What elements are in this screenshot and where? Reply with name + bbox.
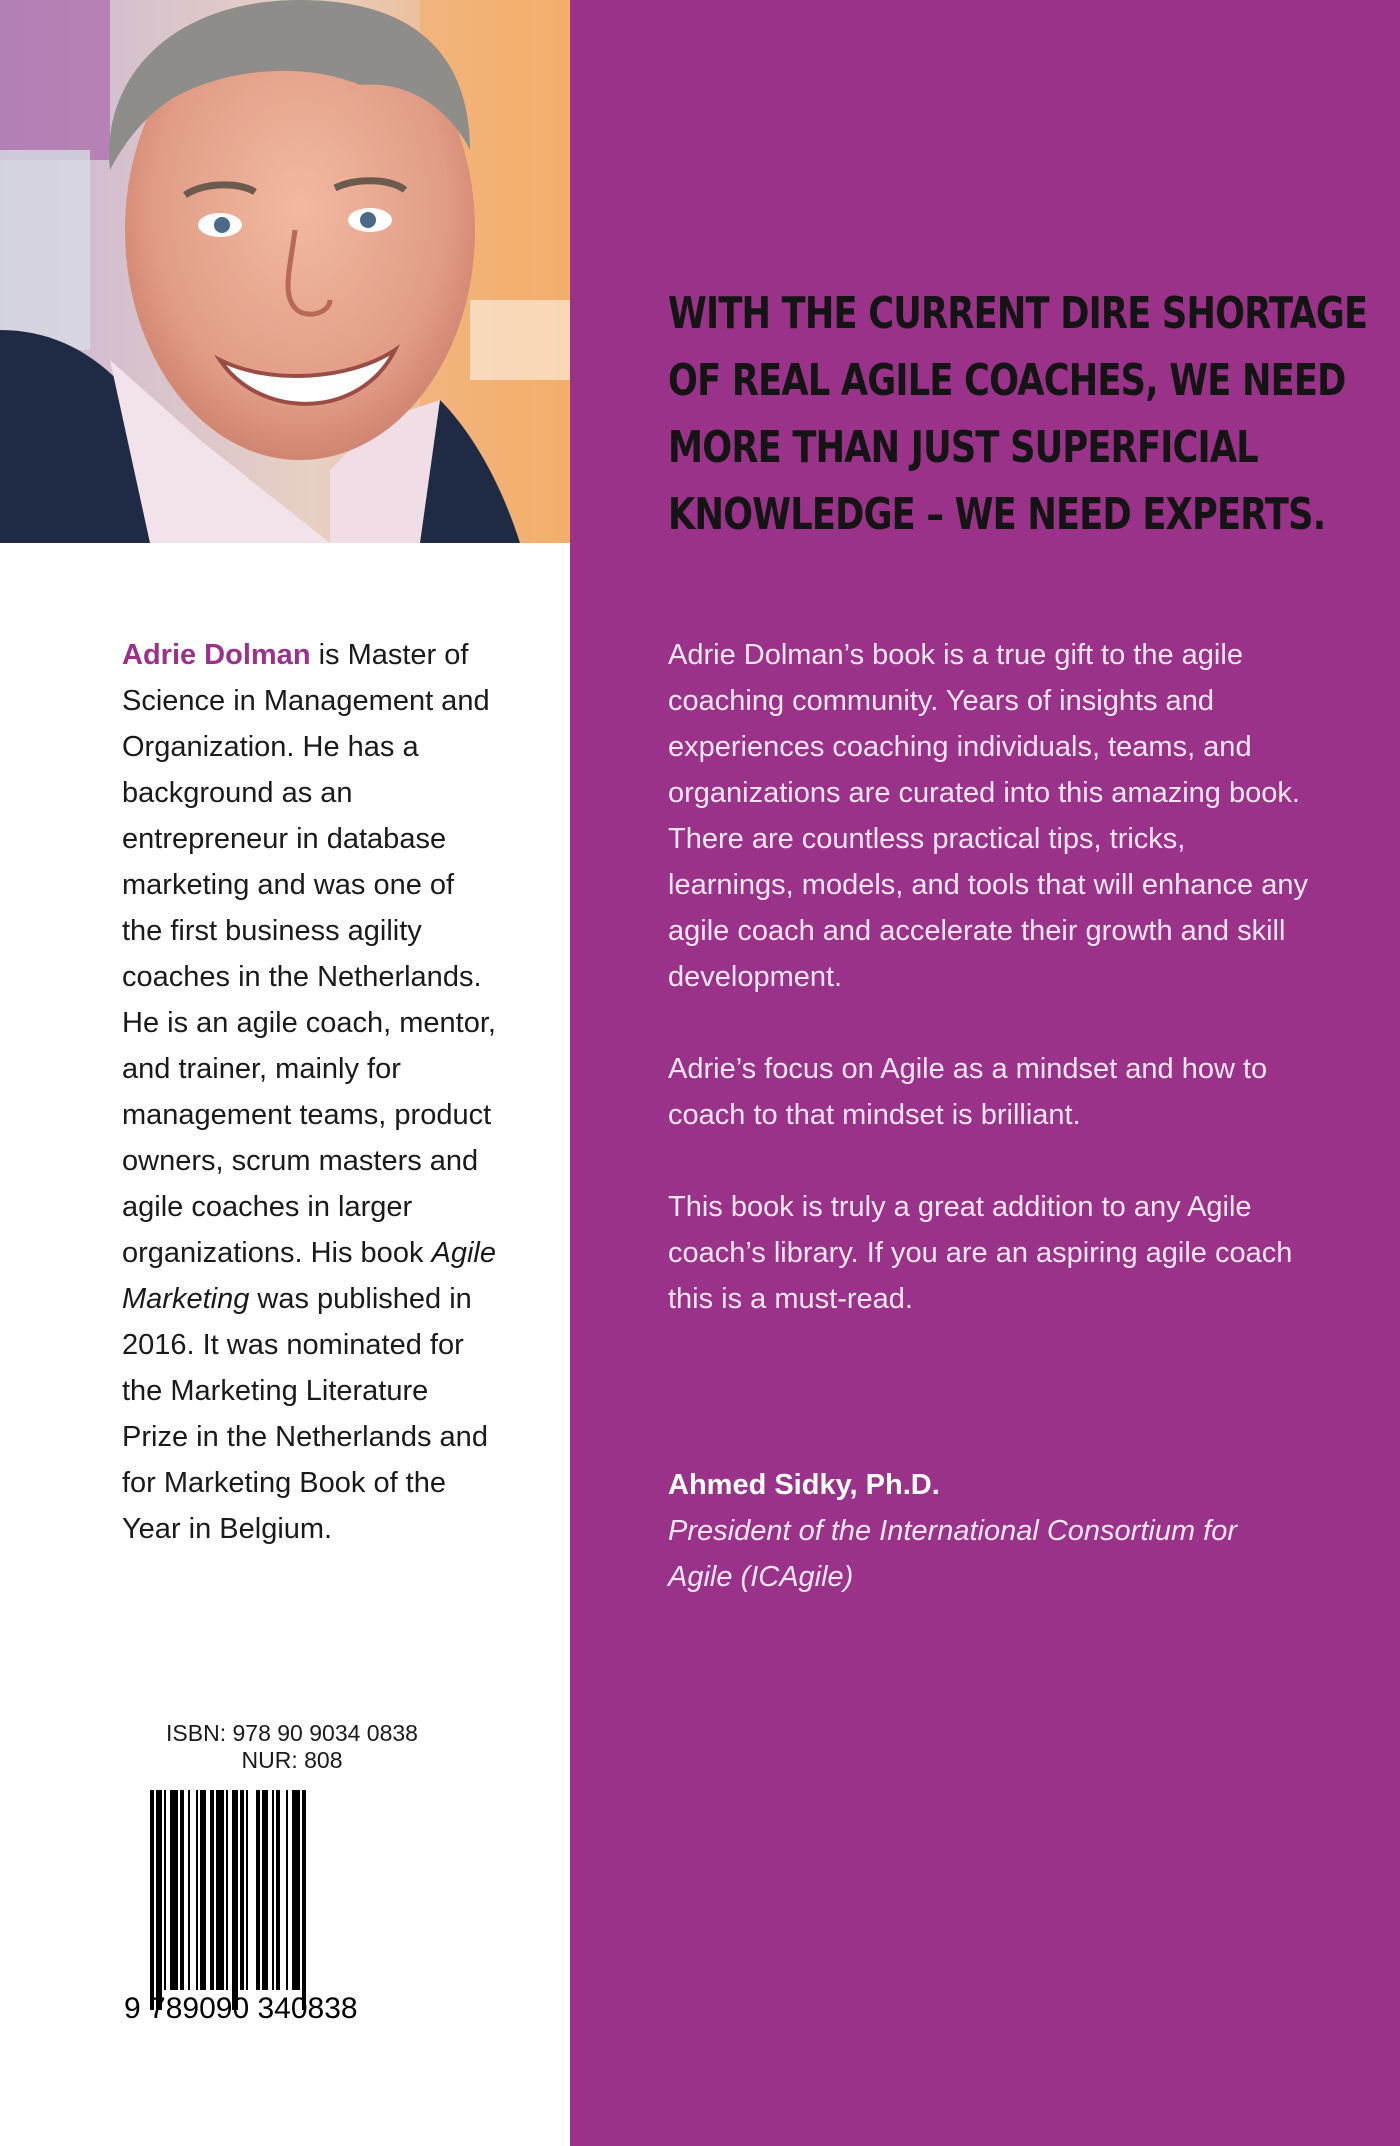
barcode (122, 1790, 442, 2030)
review-paragraph: This book is truly a great addition to any Agile coach’s library. If you are an aspiring agile coach this is a must-read. (668, 1191, 1293, 1315)
headline-line: KNOWLEDGE – WE NEED EXPERTS. (668, 489, 1326, 540)
reviewer (668, 1462, 1308, 1600)
barcode-bar (246, 1790, 248, 1990)
barcode-bar (164, 1790, 166, 1990)
author-photo (0, 0, 570, 543)
headline-quote (668, 280, 1368, 548)
barcode-bar (226, 1790, 228, 1990)
barcode-bar (276, 1790, 280, 1990)
headline-line: OF REAL AGILE COACHES, WE NEED (668, 355, 1346, 406)
barcode-bar (302, 1790, 306, 2010)
left-panel (0, 0, 570, 2146)
bio-text-end: was published in 2016. It was nominated for the Marketing Literature Prize in the Netherlands and for Marketing Book of the Year in Belgium. (122, 1283, 488, 1545)
barcode-bar (170, 1790, 178, 1990)
barcode-bar (150, 1790, 154, 2010)
barcode-bar (286, 1790, 288, 1990)
author-bio (122, 632, 502, 1552)
barcode-bar (156, 1790, 162, 2010)
headline-line: MORE THAN JUST SUPERFICIAL (668, 422, 1258, 473)
nur-line: NUR: 808 (241, 1747, 343, 1773)
barcode-bar (240, 1790, 244, 1990)
bio-text: is Master of Science in Management and Organization. He has a background as an entrepreneur in database marketing and was one of the first business agility coaches in the Netherlands. He is an agile coach, mentor, and trainer, mainly for management teams, product owners, scrum masters and agile coaches in larger organizations. His book (122, 639, 496, 1269)
review-text (668, 632, 1308, 1368)
barcode-bar (216, 1790, 224, 1990)
review-paragraph: Adrie’s focus on Agile as a mindset and how to coach to that mindset is brilliant. (668, 1053, 1268, 1131)
headline-line: WITH THE CURRENT DIRE SHORTAGE (668, 288, 1368, 339)
reviewer-name: Ahmed Sidky, Ph.D. (668, 1469, 940, 1501)
author-name: Adrie Dolman (122, 639, 311, 671)
isbn-block (122, 1720, 462, 1774)
isbn-line: ISBN: 978 90 9034 0838 (166, 1720, 418, 1746)
barcode-bar (200, 1790, 206, 1990)
barcode-bar (262, 1790, 268, 1990)
book-title: Agile Marketing (122, 1237, 496, 1315)
barcode-bar (188, 1790, 190, 1990)
barcode-bar (196, 1790, 198, 1990)
barcode-digits: 9 789090 340838 (124, 1992, 358, 2025)
barcode-bar (210, 1790, 214, 1990)
barcode-bar (292, 1790, 300, 1990)
reviewer-role: President of the International Consortium for Agile (ICAgile) (668, 1515, 1238, 1593)
barcode-bar (272, 1790, 274, 1990)
barcode-bar (232, 1790, 238, 2010)
barcode-bar (180, 1790, 184, 1990)
review-paragraph: Adrie Dolman’s book is a true gift to the agile coaching community. Years of insights and experiences coaching individuals, teams, and organizations are curated into this amazing book. There are countless practical tips, tricks, learnings, models, and tools that will enhance any agile coach and accelerate their growth and skill development. (668, 639, 1308, 993)
barcode-bar (256, 1790, 260, 1990)
